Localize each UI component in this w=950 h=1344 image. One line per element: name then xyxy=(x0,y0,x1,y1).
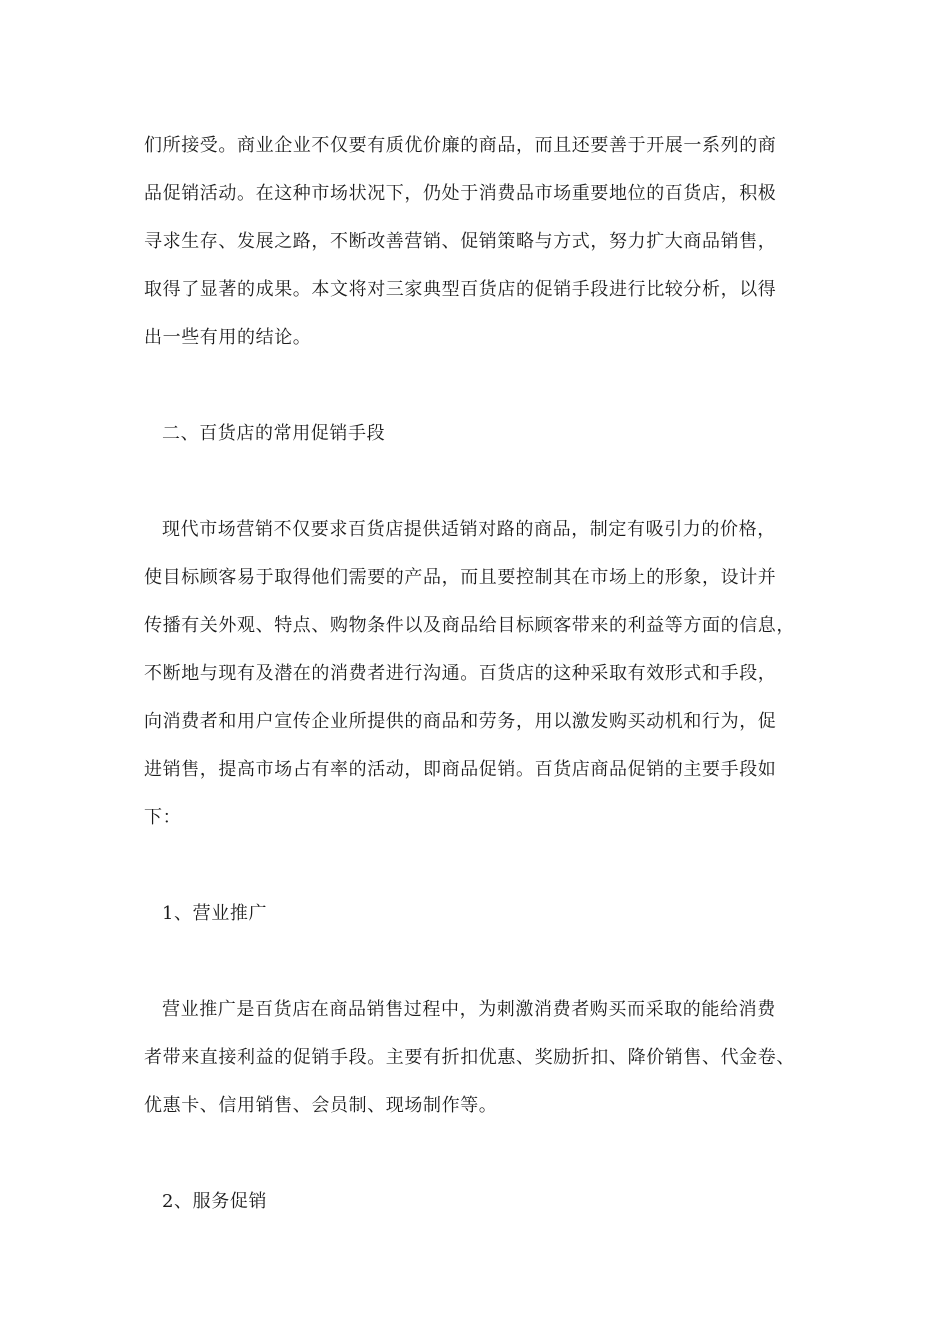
para1-line-3: 寻求生存、发展之路，不断改善营销、促销策略与方式，努力扩大商品销售， xyxy=(144,231,777,252)
section-heading-2: 二、百货店的常用促销手段 xyxy=(162,423,386,444)
para2-line-6: 进销售，提高市场占有率的活动，即商品促销。百货店商品促销的主要手段如 xyxy=(144,759,777,780)
para2-line-7: 下： xyxy=(144,807,182,828)
para1-line-2: 品促销活动。在这种市场状况下，仍处于消费品市场重要地位的百货店，积极 xyxy=(144,183,777,204)
subsection-heading-1: 1、营业推广 xyxy=(162,903,268,924)
para2-line-1: 现代市场营销不仅要求百货店提供适销对路的商品，制定有吸引力的价格， xyxy=(162,519,776,540)
para3-line-2: 者带来直接利益的促销手段。主要有折扣优惠、奖励折扣、降价销售、代金卷、 xyxy=(144,1047,795,1068)
para2-line-3: 传播有关外观、特点、购物条件以及商品给目标顾客带来的利益等方面的信息， xyxy=(144,615,795,636)
para1-line-5: 出一些有用的结论。 xyxy=(144,327,312,348)
para2-line-5: 向消费者和用户宣传企业所提供的商品和劳务，用以激发购买动机和行为，促 xyxy=(144,711,777,732)
para2-line-2: 使目标顾客易于取得他们需要的产品，而且要控制其在市场上的形象，设计并 xyxy=(144,567,777,588)
para3-line-3: 优惠卡、信用销售、会员制、现场制作等。 xyxy=(144,1095,498,1116)
para2-line-4: 不断地与现有及潜在的消费者进行沟通。百货店的这种采取有效形式和手段， xyxy=(144,663,777,684)
subsection-heading-2: 2、服务促销 xyxy=(162,1191,268,1212)
para1-line-1: 们所接受。商业企业不仅要有质优价廉的商品，而且还要善于开展一系列的商 xyxy=(144,135,777,156)
para1-line-4: 取得了显著的成果。本文将对三家典型百货店的促销手段进行比较分析，以得 xyxy=(144,279,777,300)
para3-line-1: 营业推广是百货店在商品销售过程中，为刺激消费者购买而采取的能给消费 xyxy=(162,999,776,1020)
